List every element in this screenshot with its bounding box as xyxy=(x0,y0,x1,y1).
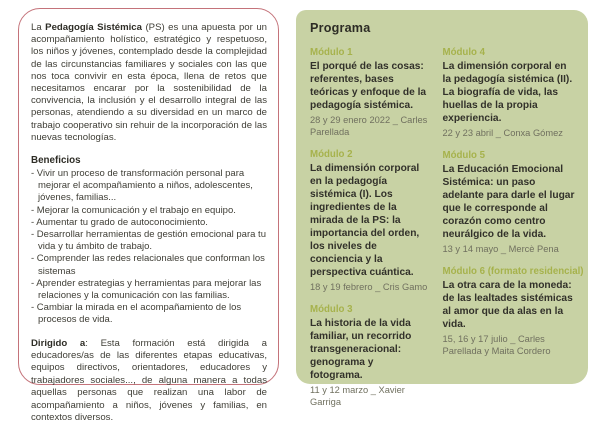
intro-paragraph xyxy=(31,22,267,144)
program-column-left xyxy=(310,47,428,419)
program-columns xyxy=(310,47,584,419)
module-3 xyxy=(310,304,428,408)
module-4-label: Módulo 4 xyxy=(442,47,486,58)
benefit-item: - Comprender las redes relacionales que conforman los sistemas xyxy=(31,253,265,277)
intro-panel xyxy=(18,8,279,424)
intro-rest: (PS) es una apuesta por un acompañamiento holístico, estratégico y respetuoso, los niños y jóvenes, contemplado desde la complejidad de las circunstancias familiares y sociales con las que nos toca convivir en esta época, llena de retos que necesitamos encarar por la sostenibilidad de la convivencia, la inclusión y el desarrollo integral de las personas, atendiendo a su diversidad en un marco de trabajo cooperativo sin rehuir de la incorporación de las nuevas tecnologías. xyxy=(31,22,267,143)
intro-bold-title: Pedagogía Sistémica xyxy=(45,22,142,33)
program-heading: Programa xyxy=(310,21,371,35)
module-6-label: Módulo 6 (formato residencial) xyxy=(442,266,584,277)
benefit-item: - Aprender estrategias y herramientas para mejorar las relaciones y la comunicación con las familias. xyxy=(31,277,262,302)
program-column-right xyxy=(442,47,584,419)
module-2-label: Módulo 2 xyxy=(310,149,353,160)
module-2 xyxy=(310,149,428,293)
benefit-item: - Cambiar la mirada en el acompañamiento de los procesos de vida. xyxy=(31,302,242,326)
benefits-heading: Beneficios xyxy=(31,155,81,167)
module-3-label: Módulo 3 xyxy=(310,304,353,315)
benefits-list xyxy=(31,168,267,327)
module-4-date: 22 y 23 abril _ Conxa Gómez xyxy=(442,128,563,138)
module-2-title: La dimensión corporal en la pedagogía sistémica (I). Los ingredientes de la mirada de la PS: la importancia del orden, los niveles de conciencia y la perspectiva cuántica. xyxy=(310,163,420,278)
module-3-date: 11 y 12 marzo _ Xavier Garriga xyxy=(310,385,405,407)
program-panel xyxy=(296,10,588,407)
module-5-title: La Educación Emocional Sistémica: un paso adelante para darle el lugar que le corresponde al corazón como centro neurálgico de la vida. xyxy=(442,164,575,240)
benefit-item: - Mejorar la comunicación y el trabajo en equipo. xyxy=(31,204,236,216)
intro-lead: La xyxy=(31,22,46,33)
module-5 xyxy=(443,150,576,255)
module-1-date: 28 y 29 enero 2022 _ Carles Parellada xyxy=(310,115,428,137)
module-4-title: La dimensión corporal en la pedagogía sistémica (II). La biografía de vida, las huellas de la propia experiencia. xyxy=(442,61,573,124)
module-1-title: El porqué de las cosas: referentes, bases teóricas y enfoque de la pedagogía sistémica. xyxy=(310,61,427,111)
dirigido-bold: Dirigido a xyxy=(31,337,86,349)
module-1 xyxy=(310,47,428,138)
dirigido-paragraph xyxy=(31,338,267,425)
module-3-title: La historia de la vida familiar, un recorrido transgeneracional: genograma y fotograma. xyxy=(310,318,412,381)
module-5-date: 13 y 14 mayo _ Mercè Pena xyxy=(442,244,559,254)
module-1-label: Módulo 1 xyxy=(310,47,353,58)
module-4 xyxy=(443,47,576,139)
module-6-date: 15, 16 y 17 julio _ Carles Parellada y Maita Cordero xyxy=(442,334,551,356)
module-2-date: 18 y 19 febrero _ Cris Gamo xyxy=(310,282,428,292)
dirigido-rest: : Esta formación está dirigida a educadores/as de las diferentes etapas educativas, equipos directivos, orientadores, educadores y trabajadores sociales..., de alguna manera a todas aquellas personas que realizan una labor de acompañamiento a niños, jóvenes y familias, en contextos diversos. xyxy=(31,337,267,424)
module-6-title: La otra cara de la moneda: de las lealtades sistémicas al amor que da alas en la vida. xyxy=(442,280,573,330)
benefit-item: - Vivir un proceso de transformación personal para mejorar el acompañamiento a niños, adolescentes, jóvenes, familias... xyxy=(31,168,253,204)
benefit-item: - Desarrollar herramientas de gestión emocional para tu vida y tu ámbito de trabajo. xyxy=(31,229,266,253)
module-5-label: Módulo 5 xyxy=(442,150,486,161)
module-6 xyxy=(442,266,584,357)
benefit-item: - Aumentar tu grado de autoconocimiento. xyxy=(31,216,208,228)
